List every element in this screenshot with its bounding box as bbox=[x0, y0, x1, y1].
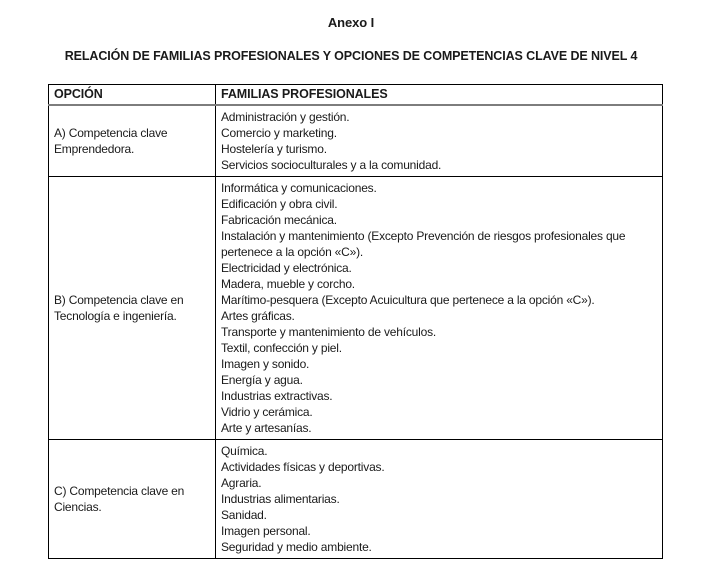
familia-line: Actividades físicas y deportivas. bbox=[221, 459, 385, 474]
familia-line: Artes gráficas. bbox=[221, 308, 295, 323]
familia-line: Instalación y mantenimiento (Excepto Prevención de riesgos profesionales que bbox=[221, 228, 626, 243]
familia-line: Administración y gestión. bbox=[221, 109, 350, 124]
document-heading: RELACIÓN DE FAMILIAS PROFESIONALES Y OPCIONES DE COMPETENCIAS CLAVE DE NIVEL 4 bbox=[64, 49, 638, 63]
option-line: Ciencias. bbox=[54, 499, 102, 514]
header-cell-familias: FAMILIAS PROFESIONALES bbox=[216, 85, 663, 105]
familias-cell bbox=[216, 439, 663, 558]
option-cell bbox=[49, 105, 216, 177]
table-container bbox=[48, 84, 702, 559]
annex-title: Anexo I bbox=[327, 15, 375, 30]
familia-line: Vidrio y cerámica. bbox=[221, 404, 313, 419]
familia-line: Hostelería y turismo. bbox=[221, 141, 327, 156]
familia-line: Fabricación mecánica. bbox=[221, 212, 337, 227]
table-row bbox=[49, 439, 663, 558]
familia-line: Industrias extractivas. bbox=[221, 388, 333, 403]
option-line: C) Competencia clave en bbox=[54, 483, 185, 498]
familias-cell bbox=[216, 176, 663, 439]
familia-line: Energía y agua. bbox=[221, 372, 303, 387]
familia-line: Textil, confección y piel. bbox=[221, 340, 342, 355]
option-cell bbox=[49, 176, 216, 439]
options-table bbox=[48, 84, 663, 559]
familia-line: Seguridad y medio ambiente. bbox=[221, 539, 372, 554]
familia-line: Transporte y mantenimiento de vehículos. bbox=[221, 324, 437, 339]
table-header-row bbox=[49, 85, 663, 105]
option-line: Emprendedora. bbox=[54, 141, 135, 156]
familia-line: Imagen personal. bbox=[221, 523, 311, 538]
familia-line: Comercio y marketing. bbox=[221, 125, 337, 140]
familia-line: pertenece a la opción «C»). bbox=[221, 244, 364, 259]
familias-cell bbox=[216, 105, 663, 177]
table-body bbox=[49, 105, 663, 559]
option-line: A) Competencia clave bbox=[54, 125, 168, 140]
familia-line: Agraria. bbox=[221, 475, 262, 490]
familia-line: Industrias alimentarias. bbox=[221, 491, 340, 506]
header-cell-opcion: OPCIÓN bbox=[49, 85, 216, 105]
table-row bbox=[49, 105, 663, 177]
familia-line: Sanidad. bbox=[221, 507, 267, 522]
option-cell bbox=[49, 439, 216, 558]
option-line: B) Competencia clave en bbox=[54, 292, 184, 307]
table-row bbox=[49, 176, 663, 439]
familia-line: Química. bbox=[221, 443, 268, 458]
familia-line: Madera, mueble y corcho. bbox=[221, 276, 355, 291]
familia-line: Imagen y sonido. bbox=[221, 356, 310, 371]
familia-line: Arte y artesanías. bbox=[221, 420, 312, 435]
familia-line: Informática y comunicaciones. bbox=[221, 180, 377, 195]
option-line: Tecnología e ingeniería. bbox=[54, 308, 177, 323]
familia-line: Servicios socioculturales y a la comunidad. bbox=[221, 157, 442, 172]
familia-line: Marítimo-pesquera (Excepto Acuicultura que pertenece a la opción «C»). bbox=[221, 292, 595, 307]
familia-line: Edificación y obra civil. bbox=[221, 196, 338, 211]
familia-line: Electricidad y electrónica. bbox=[221, 260, 352, 275]
